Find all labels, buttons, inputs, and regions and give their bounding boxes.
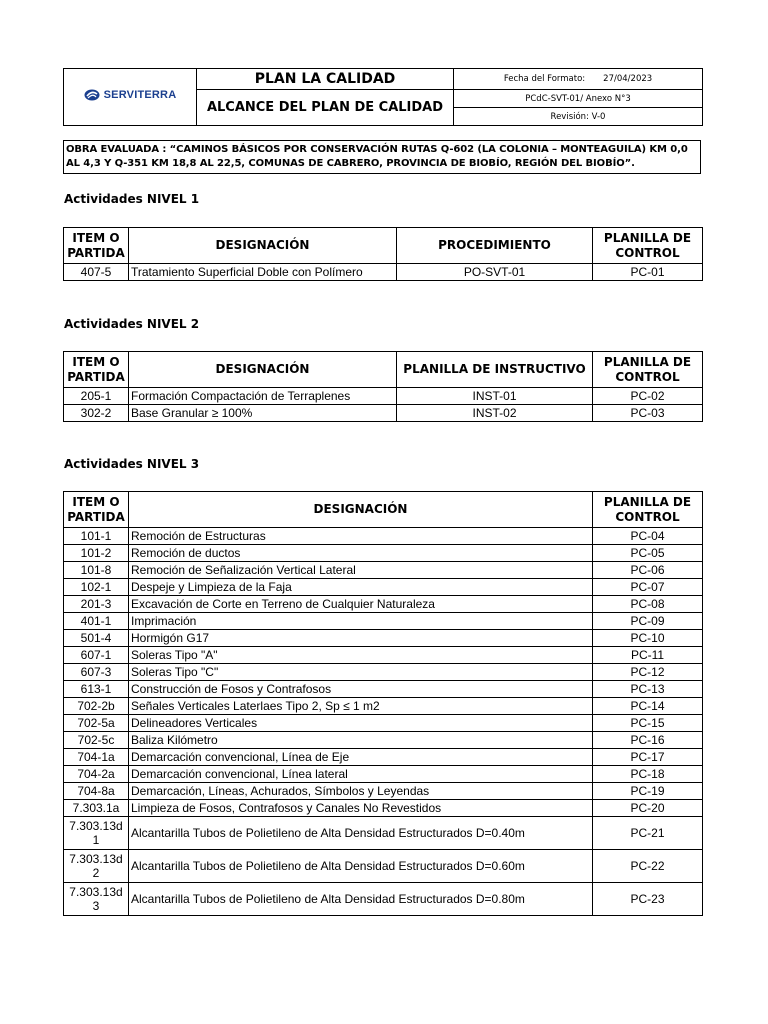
designacion-cell: Formación Compactación de Terraplenes xyxy=(129,388,397,405)
control-cell: PC-19 xyxy=(593,783,703,800)
format-date-label: Fecha del Formato: xyxy=(503,74,586,84)
control-cell: PC-10 xyxy=(593,630,703,647)
table-row xyxy=(64,850,703,883)
designacion-cell: Construcción de Fosos y Contrafosos xyxy=(129,681,593,698)
designacion-cell: Despeje y Limpieza de la Faja xyxy=(129,579,593,596)
code-cell: PO-SVT-01 xyxy=(397,264,593,281)
control-cell: PC-02 xyxy=(593,388,703,405)
table-body xyxy=(64,388,703,422)
designacion-cell: Señales Verticales Laterlaes Tipo 2, Sp ≤ 1 m2 xyxy=(129,698,593,715)
table-row xyxy=(64,681,703,698)
item-cell: 102-1 xyxy=(64,579,129,596)
designacion-cell: Baliza Kilómetro xyxy=(129,732,593,749)
header-planilla-control: PLANILLA DE CONTROL xyxy=(593,352,703,388)
table-row xyxy=(64,596,703,613)
table-row xyxy=(64,698,703,715)
designacion-cell: Tratamiento Superficial Doble con Polímero xyxy=(129,264,397,281)
control-cell: PC-01 xyxy=(593,264,703,281)
table-row xyxy=(64,749,703,766)
table-row xyxy=(64,388,703,405)
table-nivel-1 xyxy=(63,227,703,281)
control-cell: PC-07 xyxy=(593,579,703,596)
item-cell: 607-3 xyxy=(64,664,129,681)
control-cell: PC-16 xyxy=(593,732,703,749)
item-cell: 702-5c xyxy=(64,732,129,749)
section-title-nivel-3: Actividades NIVEL 3 xyxy=(64,457,200,471)
item-cell: 702-5a xyxy=(64,715,129,732)
table-row xyxy=(64,264,703,281)
code-cell: INST-01 xyxy=(397,388,593,405)
header-designacion: DESIGNACIÓN xyxy=(129,228,397,264)
table-row xyxy=(64,579,703,596)
item-cell: 7.303.13d 1 xyxy=(64,817,129,850)
control-cell: PC-11 xyxy=(593,647,703,664)
item-cell: 205-1 xyxy=(64,388,129,405)
control-cell: PC-18 xyxy=(593,766,703,783)
item-cell: 101-1 xyxy=(64,528,129,545)
item-cell: 407-5 xyxy=(64,264,129,281)
header-designacion: DESIGNACIÓN xyxy=(129,492,593,528)
document-code: PCdC-SVT-01/ Anexo N°3 xyxy=(454,90,703,108)
designacion-cell: Demarcación convencional, Línea lateral xyxy=(129,766,593,783)
format-date-cell xyxy=(454,69,703,90)
logo-cell xyxy=(64,69,197,126)
designacion-cell: Delineadores Verticales xyxy=(129,715,593,732)
plan-title: PLAN LA CALIDAD xyxy=(197,69,454,90)
control-cell: PC-22 xyxy=(593,850,703,883)
designacion-cell: Remoción de Señalización Vertical Lateral xyxy=(129,562,593,579)
item-cell: 7.303.1a xyxy=(64,800,129,817)
header-item: ITEM O PARTIDA xyxy=(64,228,129,264)
item-cell: 101-8 xyxy=(64,562,129,579)
control-cell: PC-21 xyxy=(593,817,703,850)
item-cell: 7.303.13d 2 xyxy=(64,850,129,883)
designacion-cell: Alcantarilla Tubos de Polietileno de Alta Densidad Estructurados D=0.60m xyxy=(129,850,593,883)
item-cell: 501-4 xyxy=(64,630,129,647)
table-nivel-3 xyxy=(63,491,703,916)
table-body xyxy=(64,528,703,916)
item-cell: 613-1 xyxy=(64,681,129,698)
table-row xyxy=(64,647,703,664)
item-cell: 7.303.13d 3 xyxy=(64,883,129,916)
control-cell: PC-05 xyxy=(593,545,703,562)
designacion-cell: Alcantarilla Tubos de Polietileno de Alta Densidad Estructurados D=0.40m xyxy=(129,817,593,850)
designacion-cell: Hormigón G17 xyxy=(129,630,593,647)
header-designacion: DESIGNACIÓN xyxy=(129,352,397,388)
table-row xyxy=(64,732,703,749)
table-nivel-2 xyxy=(63,351,703,422)
designacion-cell: Limpieza de Fosos, Contrafosos y Canales No Revestidos xyxy=(129,800,593,817)
designacion-cell: Remoción de ductos xyxy=(129,545,593,562)
table-row xyxy=(64,405,703,422)
serviterra-logo-icon xyxy=(84,89,100,101)
table-row xyxy=(64,766,703,783)
control-cell: PC-06 xyxy=(593,562,703,579)
table-body xyxy=(64,264,703,281)
table-row xyxy=(64,630,703,647)
designacion-cell: Remoción de Estructuras xyxy=(129,528,593,545)
control-cell: PC-04 xyxy=(593,528,703,545)
designacion-cell: Excavación de Corte en Terreno de Cualquier Naturaleza xyxy=(129,596,593,613)
header-item: ITEM O PARTIDA xyxy=(64,352,129,388)
table-row xyxy=(64,783,703,800)
section-title-nivel-2: Actividades NIVEL 2 xyxy=(64,317,200,331)
table-row xyxy=(64,664,703,681)
plan-subtitle: ALCANCE DEL PLAN DE CALIDAD xyxy=(197,90,454,126)
header-planilla-control: PLANILLA DE CONTROL xyxy=(593,228,703,264)
table-row xyxy=(64,613,703,630)
document-header xyxy=(63,68,703,126)
table-row xyxy=(64,562,703,579)
table-row xyxy=(64,883,703,916)
item-cell: 702-2b xyxy=(64,698,129,715)
control-cell: PC-17 xyxy=(593,749,703,766)
item-cell: 302-2 xyxy=(64,405,129,422)
table-row xyxy=(64,715,703,732)
control-cell: PC-23 xyxy=(593,883,703,916)
control-cell: PC-08 xyxy=(593,596,703,613)
control-cell: PC-15 xyxy=(593,715,703,732)
company-logo xyxy=(84,89,177,101)
logo-text: SERVITERRA xyxy=(103,89,177,101)
table-row xyxy=(64,800,703,817)
control-cell: PC-09 xyxy=(593,613,703,630)
revision: Revisión: V-0 xyxy=(454,108,703,126)
designacion-cell: Demarcación, Líneas, Achurados, Símbolos y Leyendas xyxy=(129,783,593,800)
control-cell: PC-13 xyxy=(593,681,703,698)
item-cell: 401-1 xyxy=(64,613,129,630)
header-item: ITEM O PARTIDA xyxy=(64,492,129,528)
item-cell: 704-8a xyxy=(64,783,129,800)
header-procedimiento: PROCEDIMIENTO xyxy=(397,228,593,264)
item-cell: 704-1a xyxy=(64,749,129,766)
designacion-cell: Base Granular ≥ 100% xyxy=(129,405,397,422)
section-title-nivel-1: Actividades NIVEL 1 xyxy=(64,192,200,206)
obra-evaluada: OBRA EVALUADA : “CAMINOS BÁSICOS POR CONSERVACIÓN RUTAS Q-602 (LA COLONIA – MONTEAGUILA) KM 0,0 AL 4,3 Y Q-351 KM 18,8 AL 22,5, COMUNAS DE CABRERO, PROVINCIA DE BIOBÍO, REGIÓN DEL BIOBÍO”. xyxy=(63,140,701,174)
designacion-cell: Soleras Tipo "C" xyxy=(129,664,593,681)
item-cell: 704-2a xyxy=(64,766,129,783)
control-cell: PC-14 xyxy=(593,698,703,715)
code-cell: INST-02 xyxy=(397,405,593,422)
item-cell: 101-2 xyxy=(64,545,129,562)
designacion-cell: Demarcación convencional, Línea de Eje xyxy=(129,749,593,766)
control-cell: PC-12 xyxy=(593,664,703,681)
designacion-cell: Soleras Tipo "A" xyxy=(129,647,593,664)
format-date: 27/04/2023 xyxy=(603,74,653,84)
designacion-cell: Imprimación xyxy=(129,613,593,630)
header-planilla-control: PLANILLA DE CONTROL xyxy=(593,492,703,528)
item-cell: 201-3 xyxy=(64,596,129,613)
table-row xyxy=(64,545,703,562)
table-row xyxy=(64,528,703,545)
header-planilla-instructivo: PLANILLA DE INSTRUCTIVO xyxy=(397,352,593,388)
control-cell: PC-20 xyxy=(593,800,703,817)
designacion-cell: Alcantarilla Tubos de Polietileno de Alta Densidad Estructurados D=0.80m xyxy=(129,883,593,916)
control-cell: PC-03 xyxy=(593,405,703,422)
table-row xyxy=(64,817,703,850)
item-cell: 607-1 xyxy=(64,647,129,664)
